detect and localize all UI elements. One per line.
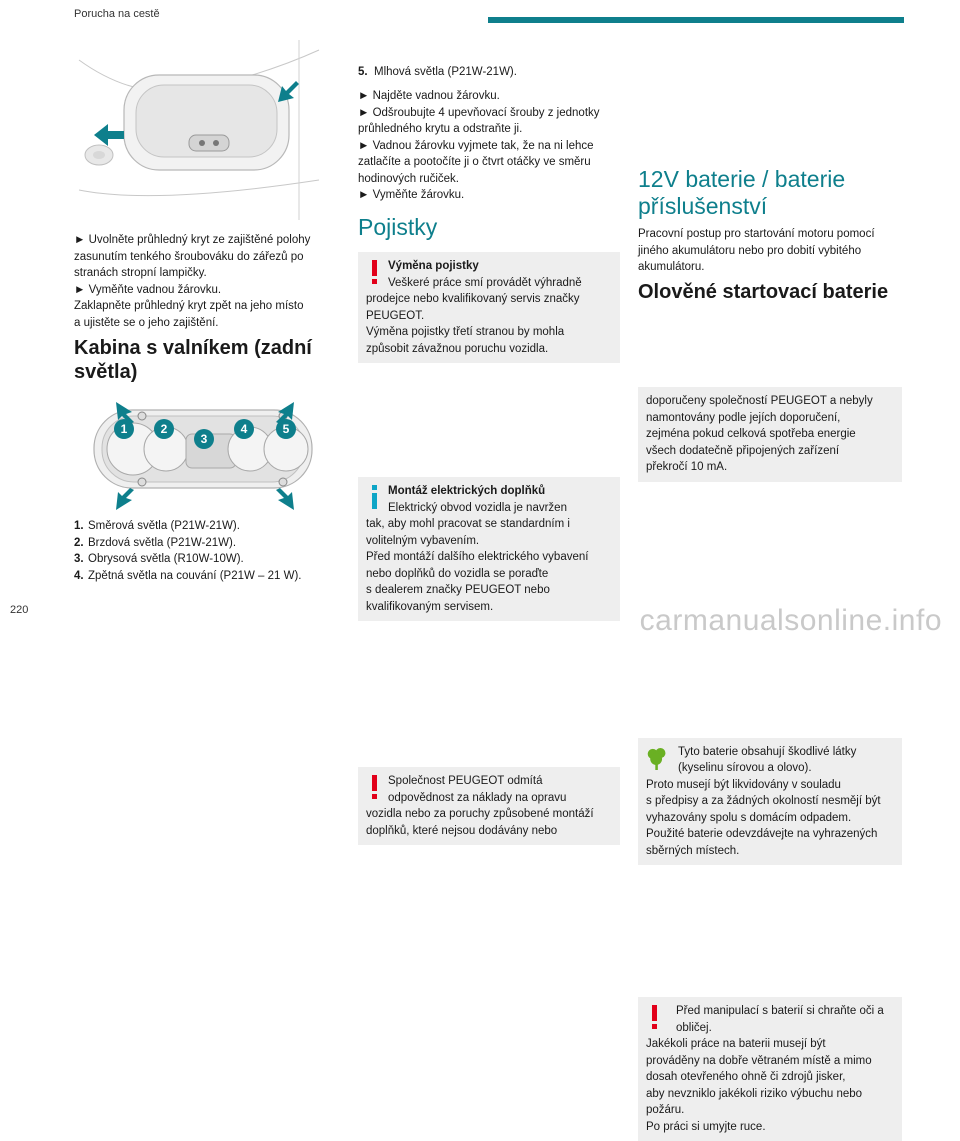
text-line: Společnost PEUGEOT odmítá bbox=[388, 775, 543, 787]
heading-line: 12V baterie / baterie bbox=[638, 166, 846, 192]
box-title: Výměna pojistky bbox=[388, 260, 479, 272]
heading-line: Kabina s valníkem (zadní bbox=[74, 337, 312, 359]
diagram-callout-4: 4 bbox=[234, 419, 254, 439]
text-line: volitelným vybavením. bbox=[366, 534, 480, 547]
text-line: Po práci si umyjte ruce. bbox=[646, 1120, 766, 1133]
diagram-callout-5: 5 bbox=[276, 419, 296, 439]
text-line: kvalifikovaným servisem. bbox=[366, 600, 494, 613]
text-line: Před montáží dalšího elektrického vybavení bbox=[366, 551, 589, 563]
text-line: ► Vadnou žárovku vyjmete tak, že na ni lehce bbox=[358, 139, 594, 152]
text-line: Elektrický obvod vozidla je navržen bbox=[388, 501, 567, 514]
text-line: vyhazovány spolu s domácím odpadem. bbox=[646, 811, 852, 824]
warning-box-fuse bbox=[358, 252, 620, 363]
text-line: doplňků, které nejsou dodávány nebo bbox=[366, 824, 558, 837]
bulb-replacement-steps bbox=[358, 88, 620, 204]
text-line: průhledného krytu a odstraňte ji. bbox=[358, 123, 523, 135]
text-line: zejména pokud celková spotřeba energie bbox=[646, 428, 856, 440]
section-title: Porucha na cestě bbox=[74, 8, 160, 20]
watermark: carmanualsonline.info bbox=[639, 604, 942, 637]
text-line: odpovědnost za náklady na opravu bbox=[388, 791, 567, 804]
text-line: sběrných místech. bbox=[646, 844, 740, 857]
text-line: všech dodatečně připojených zařízení bbox=[646, 444, 840, 457]
lamp-instructions bbox=[74, 232, 322, 331]
text-line: nebo doplňků do vozidla se poraďte bbox=[366, 567, 549, 580]
warning-icon bbox=[366, 258, 388, 288]
text-line: PEUGEOT. bbox=[366, 309, 425, 322]
bulb-list-continued bbox=[358, 64, 620, 81]
text-line: překročí 10 mA. bbox=[646, 461, 728, 473]
header-accent-bar bbox=[488, 17, 904, 23]
warning-box-liability bbox=[358, 767, 620, 845]
diagram-callout-2: 2 bbox=[154, 419, 174, 439]
diagram-callout-3: 3 bbox=[194, 429, 214, 449]
text-line: s dealerem značky PEUGEOT nebo bbox=[366, 584, 550, 596]
text-line: akumulátoru. bbox=[638, 261, 705, 273]
warning-box-battery-safety bbox=[638, 997, 902, 1141]
text-line: Proto musejí být likvidovány v souladu bbox=[646, 778, 841, 791]
text-line: Výměna pojistky třetí stranou by mohla bbox=[366, 326, 565, 338]
heading-12v-battery bbox=[638, 166, 902, 220]
rear-light-diagram bbox=[88, 402, 318, 510]
text-line: vozidla nebo za poruchy způsobené montáží bbox=[366, 808, 594, 820]
ceiling-lamp-illustration bbox=[74, 40, 322, 220]
text-line: zatlačíte a pootočíte ji o čtvrt otáčky ve směru bbox=[358, 156, 591, 168]
text-line: Před manipulací s baterií si chraňte oči a bbox=[676, 1005, 884, 1017]
text-line: ► Najděte vadnou žárovku. bbox=[358, 90, 500, 102]
eco-icon bbox=[646, 744, 668, 774]
text-line: ► Odšroubujte 4 upevňovací šrouby z jednotky bbox=[358, 106, 600, 119]
arrow-icon bbox=[274, 78, 302, 106]
bulb-list bbox=[74, 518, 322, 584]
text-line: aby nevzniklo jakékoli riziko výbuchu nebo bbox=[646, 1087, 863, 1100]
warning-box-liability-continued bbox=[638, 387, 902, 482]
list-item: 5. Mlhová světla (P21W-21W). bbox=[358, 66, 517, 78]
text-line: Použité baterie odevzdávejte na vyhrazených bbox=[646, 828, 878, 840]
heading-text: Olověné startovací baterie bbox=[638, 281, 889, 303]
warning-icon bbox=[366, 773, 388, 803]
text-line: požáru. bbox=[646, 1104, 685, 1116]
text-line: Veškeré práce smí provádět výhradně bbox=[388, 276, 582, 289]
page-number: 220 bbox=[10, 604, 29, 616]
heading-cab-rear-lights bbox=[74, 336, 322, 384]
text-line: ► Vyměňte vadnou žárovku. bbox=[74, 283, 222, 296]
list-item: 2. Brzdová světla (P21W-21W). bbox=[74, 536, 237, 549]
list-item: 4. Zpětná světla na couvání (P21W – 21 W). bbox=[74, 569, 302, 582]
text-line: ► Uvolněte průhledný kryt ze zajištěné polohy bbox=[74, 234, 311, 246]
text-line: ► Vyměňte žárovku. bbox=[358, 189, 465, 201]
text-line: prodejce nebo kvalifikovaný servis značky bbox=[366, 293, 580, 305]
diagram-callout-1: 1 bbox=[114, 419, 134, 439]
heading-line: světla) bbox=[74, 361, 138, 383]
box-title: Montáž elektrických doplňků bbox=[388, 485, 546, 497]
text-line: doporučeny společností PEUGEOT a nebyly bbox=[646, 395, 873, 407]
eco-box-disposal bbox=[638, 738, 902, 866]
text-line: tak, aby mohl pracovat se standardním i bbox=[366, 518, 570, 530]
text-line: zasunutím tenkého šroubováku do zářezů po bbox=[74, 250, 304, 263]
text-line: dosah otevřeného ohně či zdrojů jisker, bbox=[646, 1071, 846, 1083]
text-line: Pracovní postup pro startování motoru pomocí bbox=[638, 228, 875, 240]
info-icon bbox=[366, 483, 388, 513]
arrow-icon bbox=[94, 122, 124, 148]
text-line: a ujistěte se o jeho zajištění. bbox=[74, 316, 219, 329]
text-line: stranách stropní lampičky. bbox=[74, 267, 207, 279]
info-box-accessories bbox=[358, 477, 620, 621]
text-line: Zaklapněte průhledný kryt zpět na jeho místo bbox=[74, 300, 304, 312]
list-item: 1. Směrová světla (P21W-21W). bbox=[74, 520, 240, 532]
text-line: (kyselinu sírovou a olovo). bbox=[678, 762, 812, 774]
text-line: jiného akumulátoru nebo pro dobití vybitého bbox=[638, 244, 862, 257]
heading-text: Pojistky bbox=[358, 214, 438, 240]
text-line: hodinových ručiček. bbox=[358, 172, 459, 185]
text-line: Tyto baterie obsahují škodlivé látky bbox=[678, 745, 857, 758]
list-item: 3. Obrysová světla (R10W-10W). bbox=[74, 553, 244, 565]
text-line: Jakékoli práce na baterii musejí být bbox=[646, 1038, 826, 1050]
text-line: způsobit závažnou poruchu vozidla. bbox=[366, 342, 549, 355]
text-line: s předpisy a za žádných okolností nesmějí být bbox=[646, 795, 881, 807]
heading-fuses bbox=[358, 214, 620, 240]
warning-icon bbox=[646, 1003, 668, 1033]
heading-line: příslušenství bbox=[638, 193, 768, 219]
text-line: namontovány podle jejích doporučení, bbox=[646, 411, 841, 424]
text-line: prováděny na dobře větraném místě a mimo bbox=[646, 1054, 872, 1067]
text-line: obličej. bbox=[676, 1021, 712, 1034]
battery-intro bbox=[638, 226, 902, 276]
heading-lead-batteries bbox=[638, 280, 902, 304]
